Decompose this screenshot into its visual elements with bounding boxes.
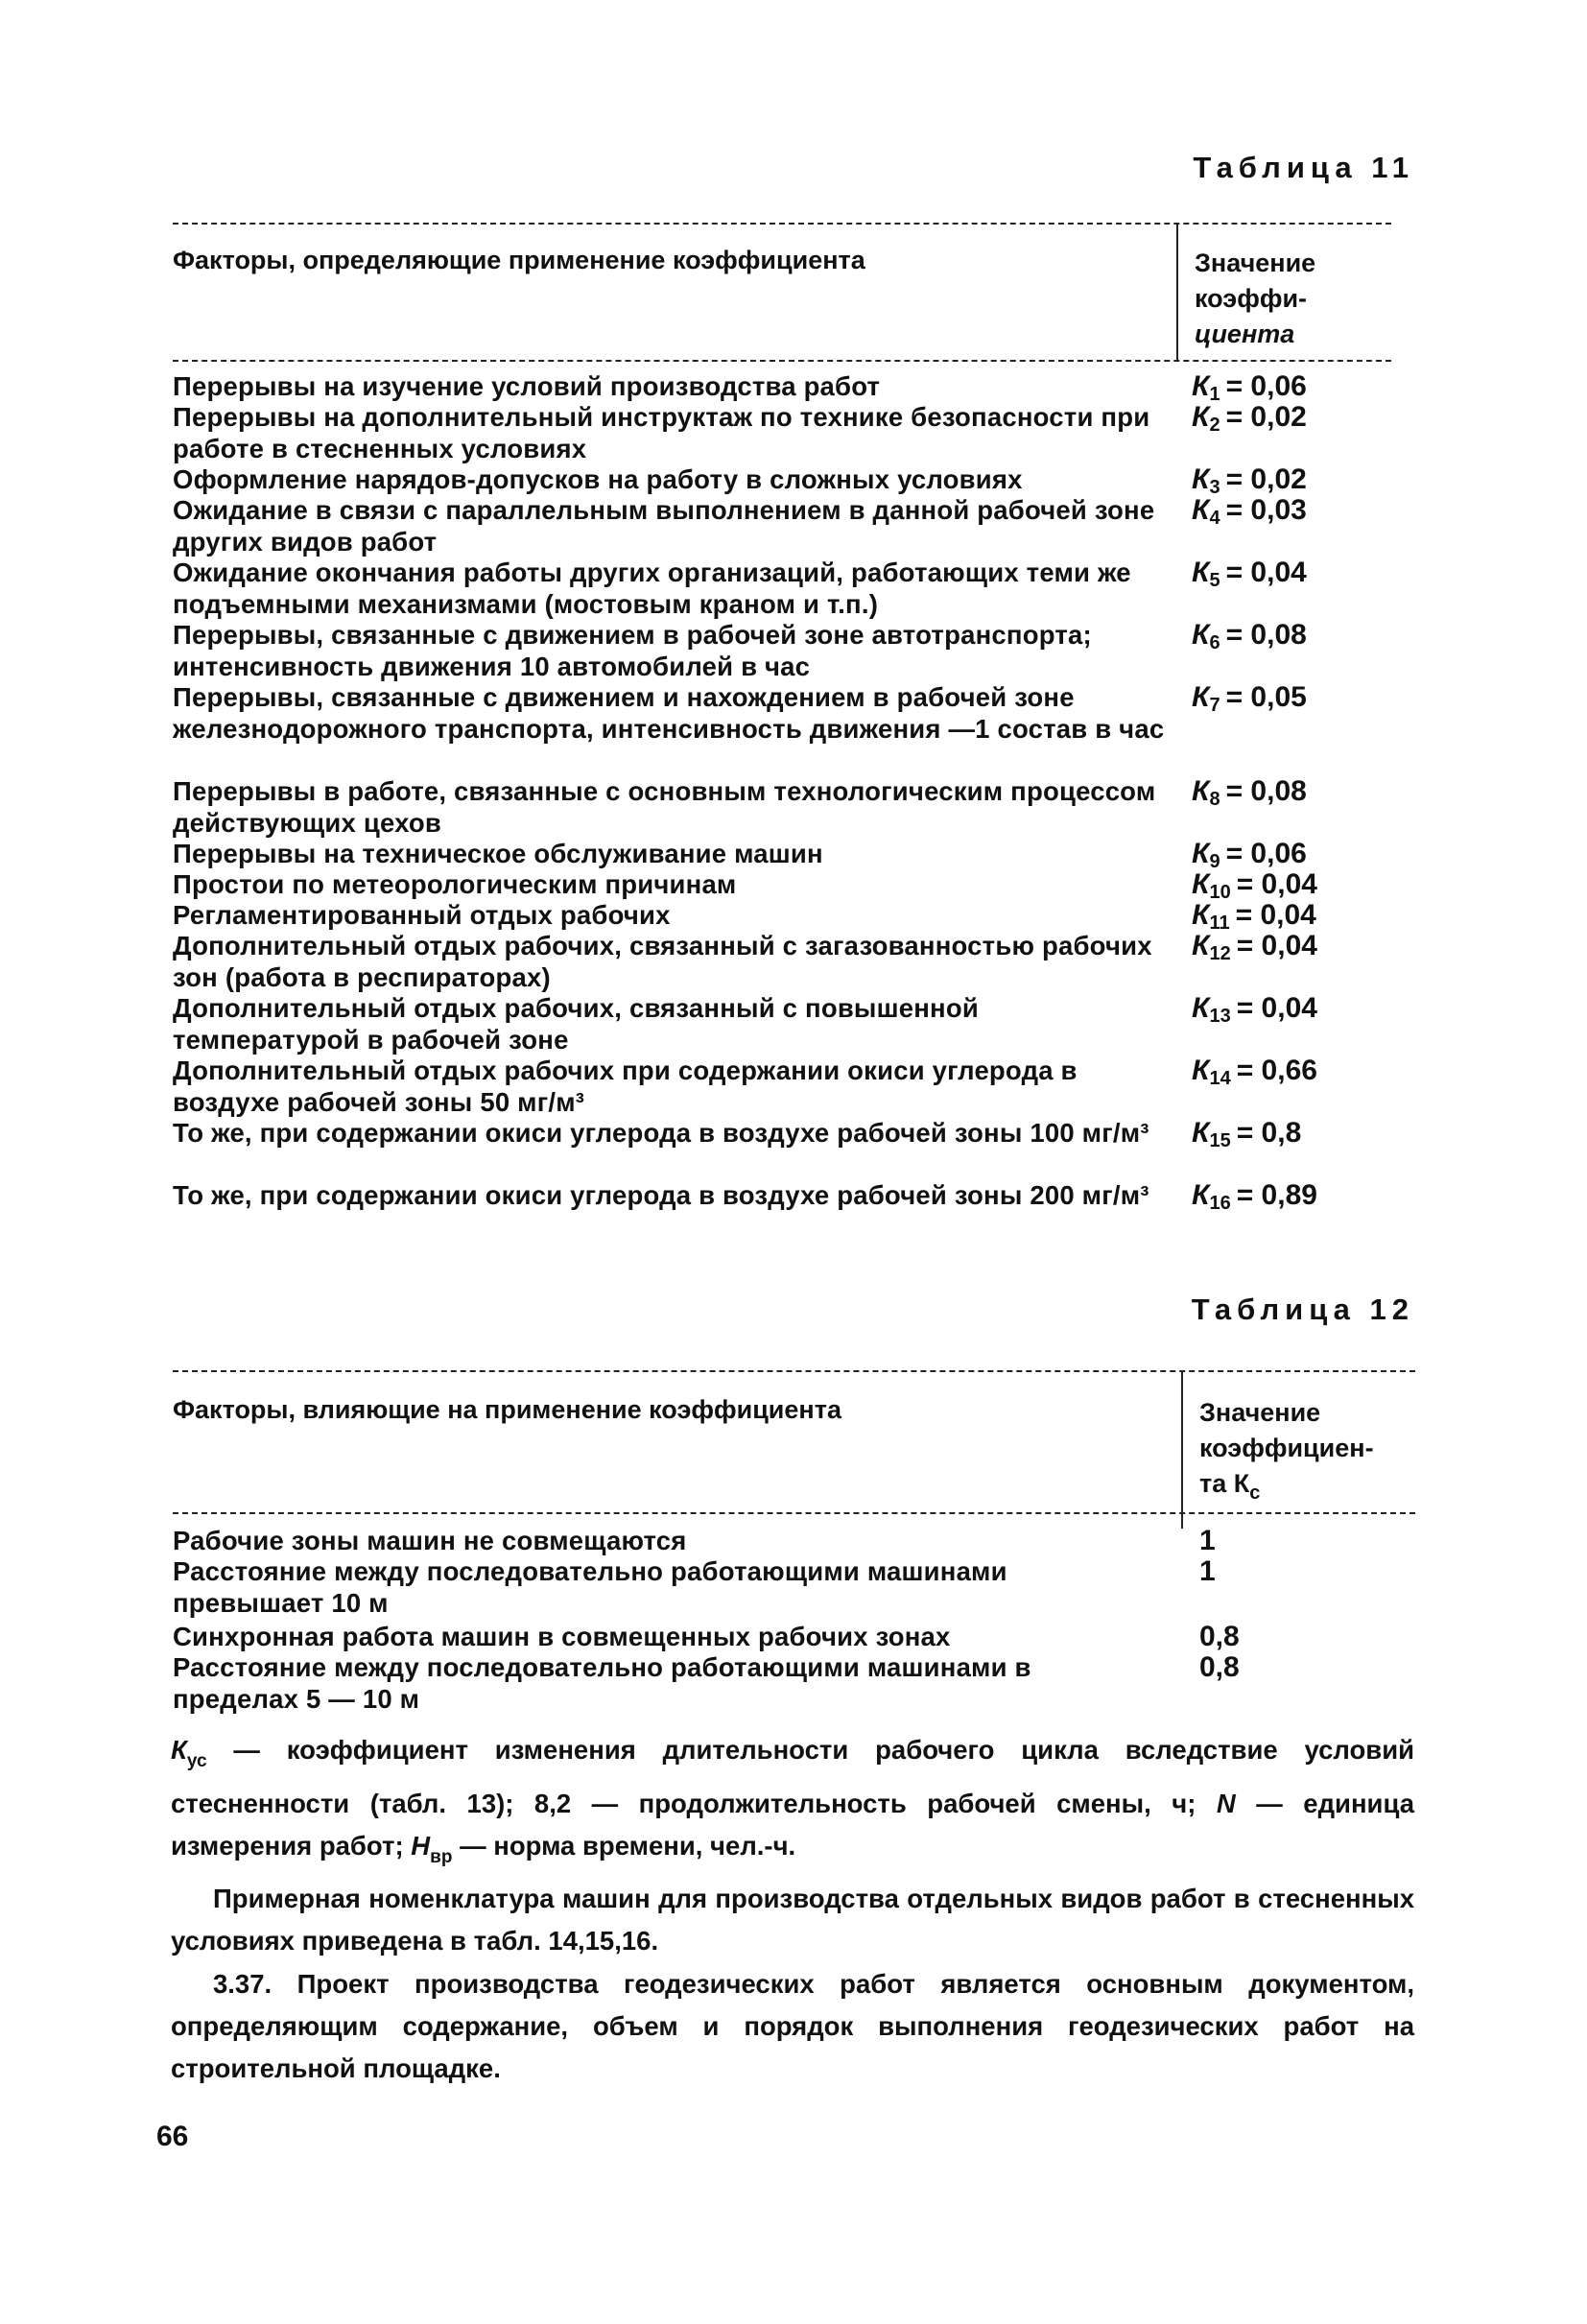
coefficient-value: $К_{16} = 0,89$ <box>1192 1179 1317 1214</box>
factor-text: Дополнительный отдых рабочих, связанный с повышенной температурой в рабочей зоне <box>173 993 979 1055</box>
table-12-header-value: Значение коэффициен- та $К_с$ <box>1199 1398 1374 1504</box>
factor-text: Расстояние между последовательно работающими машинами превышает 10 м <box>173 1556 1007 1618</box>
table-11-top-rule <box>173 223 1391 225</box>
factor-text: Перерывы на изучение условий производства работ <box>173 371 881 401</box>
factor-text: Дополнительный отдых рабочих, связанный с загазованностью рабочих зон (работа в респираторах) <box>173 931 1152 992</box>
table-12-header-rule <box>173 1512 1415 1514</box>
table-12-header-divider <box>1181 1370 1183 1529</box>
factor-text: Регламентированный отдых рабочих <box>173 900 671 930</box>
factor-text: То же, при содержании окиси углерода в воздухе рабочей зоны 100 мг/м³ <box>173 1118 1149 1148</box>
table-12-header-factor: Факторы, влияющие на применение коэффициента <box>173 1395 841 1424</box>
coefficient-value: 0,8 <box>1199 1651 1240 1683</box>
table-11-header-value: Значение коэффи- циента <box>1195 249 1316 348</box>
factor-text: Ожидание в связи с параллельным выполнением в данной рабочей зоне других видов работ <box>173 495 1155 557</box>
paragraph-machines: Примерная номенклатура машин для производства отдельных видов работ в стесненных условиях приведена в табл. 14,15,16. <box>171 1884 1414 1956</box>
factor-text: Перерывы, связанные с движением в рабочей зоне автотранспорта; интенсивность движения 10 автомобилей в час <box>173 620 1092 681</box>
coefficient-value: $К_{15} = 0,8$ <box>1192 1117 1302 1151</box>
factor-text: Простои по метеорологическим причинам <box>173 869 737 899</box>
factor-text: Расстояние между последовательно работающими машинами в пределах 5 — 10 м <box>173 1652 1031 1714</box>
coefficient-value: $К_5 = 0,04$ <box>1192 557 1307 591</box>
table-11-header-factor: Факторы, определяющие применение коэффициента <box>173 246 865 274</box>
coefficient-value: $К_{10} = 0,04$ <box>1192 868 1317 903</box>
table-11 <box>173 223 1391 1259</box>
coefficient-value: $К_{12} = 0,04$ <box>1192 930 1317 964</box>
table-12-caption: Таблица 12 <box>1191 1292 1414 1326</box>
table-12-top-rule <box>173 1370 1415 1372</box>
coefficient-value: 0,8 <box>1199 1621 1240 1652</box>
coefficient-value: $К_2 = 0,02$ <box>1192 401 1307 436</box>
coefficient-value: $К_4 = 0,03$ <box>1192 494 1307 529</box>
coefficient-value: $К_7 = 0,05$ <box>1192 681 1307 716</box>
coefficient-value: $К_1 = 0,06$ <box>1192 370 1307 405</box>
coefficient-value: $К_{11} = 0,04$ <box>1192 899 1316 934</box>
factor-text: Ожидание окончания работы других организаций, работающих теми же подъемными механизмами (мостовым краном и т.п.) <box>173 557 1131 619</box>
paragraph-coefficients: $К_{ус}$ — коэффициент изменения длительности рабочего цикла вследствие условий стесненности (табл. 13); 8,2 — продолжительность рабочей смены, ч; N — единица измерения работ; $Н_{вр}$ — норма времени, чел.-ч. <box>171 1735 1414 1867</box>
factor-text: Перерывы на дополнительный инструктаж по технике безопасности при работе в стесненных условиях <box>173 402 1150 463</box>
coefficient-value: $К_6 = 0,08$ <box>1192 619 1307 653</box>
paragraph-3-37: 3.37. Проект производства геодезических работ является основным документом, определяющим содержание, объем и порядок выполнения геодезических работ на строительной площадке. <box>171 1969 1414 2083</box>
factor-text: Перерывы, связанные с движением и нахождением в рабочей зоне железнодорожного транспорта, интенсивность движения —1 состав в час <box>173 682 1165 744</box>
factor-text: Перерывы на техническое обслуживание машин <box>173 839 823 868</box>
coefficient-value: $К_9 = 0,06$ <box>1192 838 1307 872</box>
factor-text: Синхронная работа машин в совмещенных рабочих зонах <box>173 1622 951 1651</box>
coefficient-value: $К_8 = 0,08$ <box>1192 775 1307 810</box>
coefficient-value: 1 <box>1199 1525 1216 1556</box>
factor-text: То же, при содержании окиси углерода в воздухе рабочей зоны 200 мг/м³ <box>173 1180 1149 1210</box>
table-11-caption: Таблица 11 <box>1193 151 1414 184</box>
factor-text: Перерывы в работе, связанные с основным технологическим процессом действующих цехов <box>173 776 1156 838</box>
coefficient-value: $К_3 = 0,02$ <box>1192 463 1307 498</box>
factor-text: Дополнительный отдых рабочих при содержании окиси углерода в воздухе рабочей зоны 50 мг/м³ <box>173 1055 1078 1117</box>
table-12 <box>173 1370 1415 1716</box>
factor-text: Рабочие зоны машин не совмещаются <box>173 1526 687 1555</box>
factor-text: Оформление нарядов-допусков на работу в сложных условиях <box>173 464 1023 494</box>
table-11-header-rule <box>173 360 1391 362</box>
page-number: 66 <box>156 2121 189 2152</box>
coefficient-value: 1 <box>1199 1555 1216 1587</box>
coefficient-value: $К_{14} = 0,66$ <box>1192 1055 1317 1089</box>
table-11-header-divider <box>1176 223 1178 360</box>
coefficient-value: $К_{13} = 0,04$ <box>1192 992 1317 1027</box>
